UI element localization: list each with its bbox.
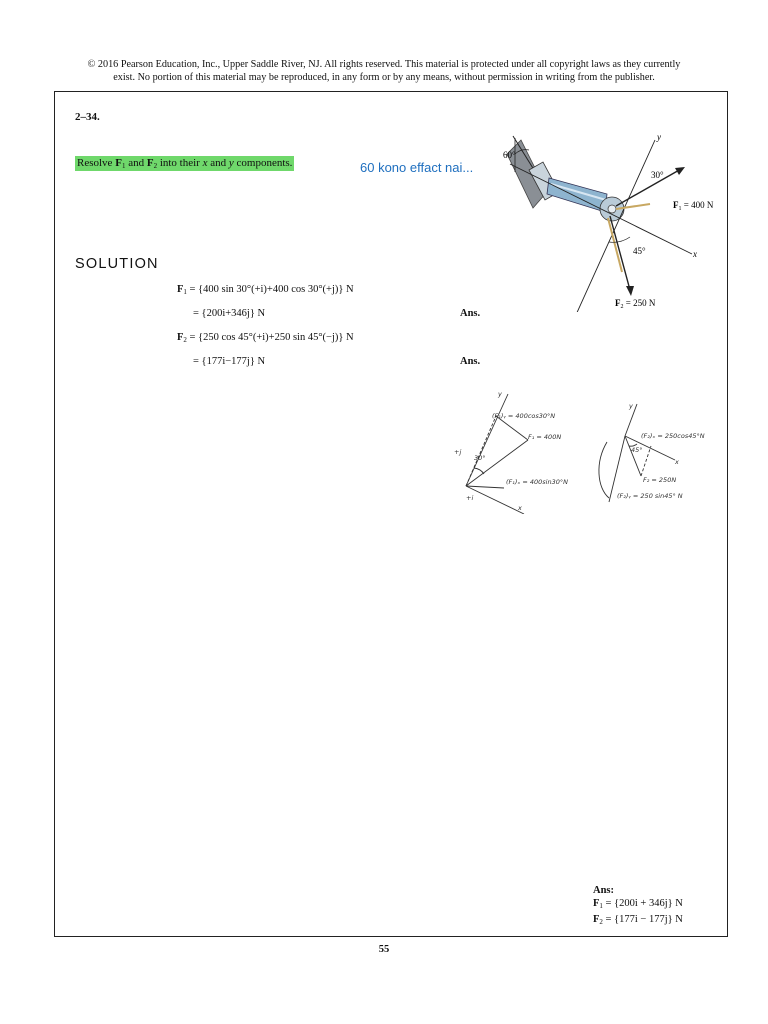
copyright-line-2: exist. No portion of this material may be reproduced, in any form or by any means, without permission in writing from the publisher. <box>113 72 655 83</box>
statement-text: and <box>125 157 147 169</box>
sketch2-y-label: y <box>629 402 633 410</box>
sketch2-angle-label: 45° <box>631 446 643 454</box>
y-symbol: y <box>228 157 234 169</box>
sketch2-x-label: x <box>675 458 679 466</box>
f1-arrow <box>616 169 681 206</box>
f1-symbol: F <box>177 284 184 295</box>
angle-30-label: 30° <box>651 170 664 180</box>
ans-label: Ans. <box>460 308 481 319</box>
x-symbol: x <box>202 157 208 169</box>
sketch2-f2-label: F₂ = 250N <box>643 476 677 484</box>
sketch1-plus-j: +j <box>454 448 462 456</box>
problem-number: 2–34. <box>75 111 100 123</box>
sketch2-f2y-label: (F₂)ᵧ = 250 sin45° N <box>617 492 683 500</box>
beam <box>547 178 607 212</box>
sketch2-f2x-label: (F₂)ₓ = 250cos45°N <box>641 432 705 440</box>
sketch1-angle-label: 30° <box>474 454 486 462</box>
final-answer-f1: $F_1 = \{200i + 346j\}$ N <box>593 898 683 910</box>
sketch-f1 <box>448 388 608 514</box>
f1-symbol: F <box>115 157 122 169</box>
final-answer-f2: $F_2 = \{177i - 177j\}$ N <box>593 914 683 926</box>
problem-frame <box>54 91 728 937</box>
sketch-f2 <box>585 402 733 514</box>
page-number: 55 <box>378 944 390 955</box>
final-answer-box <box>593 884 683 929</box>
statement-text: into their <box>157 157 203 169</box>
sketch1-x-label: x <box>518 504 522 512</box>
f2-subscript: 2 <box>183 336 187 344</box>
f1-label: $F_1 = 400$ N <box>673 200 714 212</box>
sketch1-y-label: y <box>498 390 502 398</box>
f2-symbol: F <box>177 332 184 343</box>
f2-arrow <box>610 216 630 290</box>
equation-f1-result: = {200i+346j} N <box>193 308 266 319</box>
ans-label: Ans. <box>460 356 481 367</box>
f1-subscript: 1 <box>183 288 187 296</box>
sketch1-f1x-label: (F₁)ₓ = 400sin30°N <box>506 478 568 486</box>
equation-text: = {400 sin 30°(+i)+400 cos 30°(+j)} N <box>186 284 354 295</box>
annotation-note: 60 kono effact nai... <box>360 160 474 175</box>
statement-text: components. <box>233 157 293 169</box>
f1-subscript: 1 <box>121 162 126 170</box>
copyright-notice <box>60 58 708 84</box>
sketch1-plus-i: +i <box>466 494 474 502</box>
equation-f2-result: = {177i−177j} N <box>193 356 266 367</box>
y-axis-label: y <box>657 132 661 142</box>
copyright-line-1: © 2016 Pearson Education, Inc., Upper Saddle River, NJ. All rights reserved. This material is protected under all copyright laws as they currently <box>87 59 681 70</box>
f2-label: $F_2 = 250$ N <box>615 298 656 310</box>
problem-statement <box>75 156 294 171</box>
problem-figure <box>485 132 715 312</box>
f2-symbol: F <box>146 157 154 169</box>
solution-heading: SOLUTION <box>75 256 159 272</box>
f2-subscript: 2 <box>153 162 158 170</box>
x-axis-label: x <box>693 249 697 259</box>
equation-f1 <box>177 284 354 296</box>
y-axis <box>575 140 655 312</box>
angle-60-label: 60° <box>503 150 516 160</box>
final-answer-label: Ans: <box>593 885 615 896</box>
equation-text: = {250 cos 45°(+i)+250 sin 45°(−j)} N <box>186 332 354 343</box>
statement-text: Resolve <box>77 157 116 169</box>
sketch1-f1y-label: (F₁)ᵧ = 400cos30°N <box>492 412 556 420</box>
angle-45-label: 45° <box>633 246 646 256</box>
sketch1-f1-label: F₁ = 400N <box>528 433 562 441</box>
equation-f2 <box>177 332 354 344</box>
statement-text: and <box>207 157 229 169</box>
